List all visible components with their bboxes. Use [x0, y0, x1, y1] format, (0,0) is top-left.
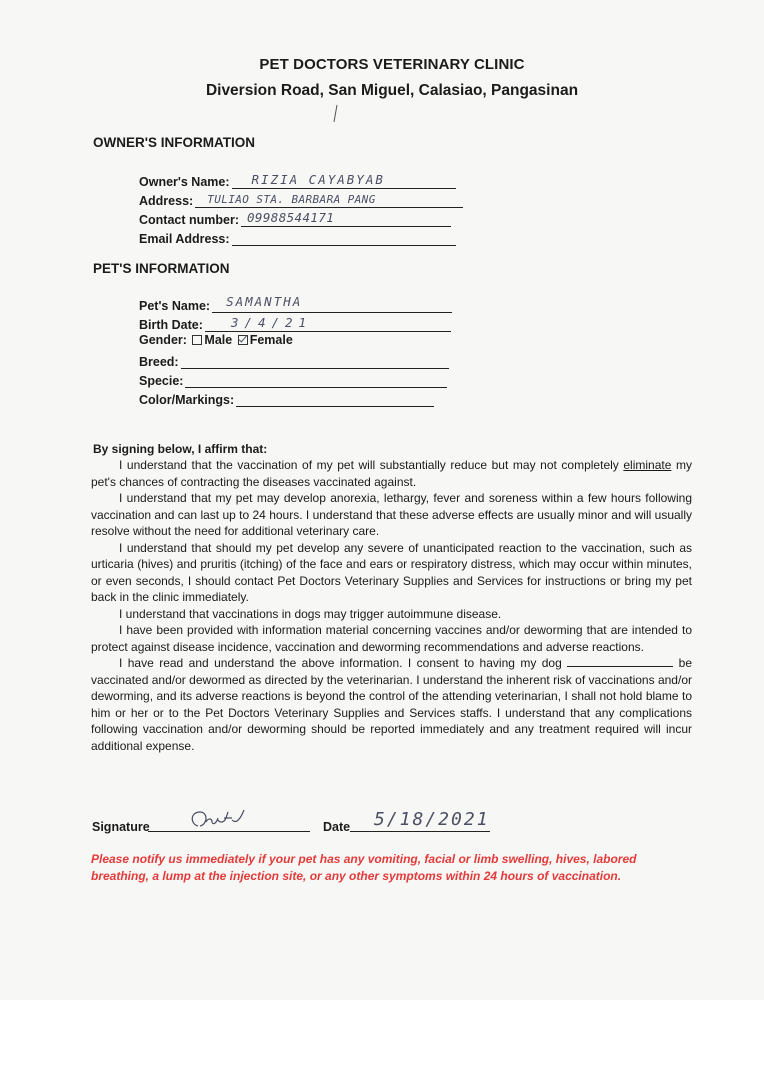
color-markings-field[interactable] — [139, 390, 434, 408]
agreement-paragraph — [91, 457, 692, 490]
gender-male-checkbox[interactable] — [192, 335, 202, 345]
gender-field — [139, 333, 293, 351]
pet-section-title: PET'S INFORMATION — [93, 261, 230, 276]
color-markings-label: Color/Markings: — [139, 393, 235, 407]
contact-number-value: 09988544171 — [247, 210, 335, 225]
contact-number-field[interactable] — [139, 210, 451, 228]
agreement-text-segment: my pet's chances of contracting the diseases vaccinated against. — [91, 458, 692, 489]
signature-label: Signature — [92, 820, 150, 834]
dog-name-blank[interactable] — [567, 655, 673, 667]
owner-name-field[interactable] — [139, 172, 456, 190]
email-field[interactable] — [139, 229, 456, 247]
pet-name-value: SAMANTHA — [226, 294, 303, 309]
email-label: Email Address: — [139, 232, 230, 246]
owner-address-value: TULIAO STA. BARBARA PANG — [207, 193, 376, 206]
gender-label: Gender: — [139, 333, 187, 347]
gender-female-checkbox[interactable] — [238, 335, 248, 345]
agreement-underlined-word: eliminate — [623, 458, 672, 472]
gender-male-label: Male — [204, 333, 233, 347]
agreement-text-segment: I have read and understand the above information. I consent to having my dog — [119, 656, 568, 670]
agreement-paragraph: I have been provided with information material concerning vaccines and/or deworming that are intended to protect against disease incidence, vaccination and deworming recommendations and adverse reactions. — [91, 623, 692, 654]
breed-label: Breed: — [139, 355, 179, 369]
owner-address-field[interactable] — [139, 191, 463, 209]
gender-female-label: Female — [249, 333, 293, 347]
signature-row — [92, 806, 512, 834]
owner-name-value: RIZIA CAYABYAB — [251, 172, 385, 187]
birth-date-value: 3/4/21 — [230, 315, 313, 330]
date-label: Date — [323, 820, 351, 834]
agreement-paragraph: I understand that my pet may develop anorexia, lethargy, fever and soreness within a few hours following vaccination and can last up to 24 hours. I understand that these adverse effects are usually minor and will usually resolve without the need for additional veterinary care. — [91, 491, 692, 538]
specie-label: Specie: — [139, 374, 184, 388]
pen-stroke-mark — [331, 104, 341, 124]
clinic-name: PET DOCTORS VETERINARY CLINIC — [259, 56, 525, 73]
agreement-paragraph: I understand that vaccinations in dogs may trigger autoimmune disease. — [119, 606, 502, 621]
affirm-heading: By signing below, I affirm that: — [93, 442, 268, 456]
clinic-address: Diversion Road, San Miguel, Calasiao, Pangasinan — [205, 82, 579, 99]
handwritten-signature — [188, 806, 268, 832]
pet-name-label: Pet's Name: — [139, 299, 211, 313]
owner-name-label: Owner's Name: — [139, 175, 230, 189]
date-value: 5/18/2021 — [374, 809, 490, 830]
agreement-text-segment: I understand that the vaccination of my pet will substantially reduce but may not completely — [119, 458, 624, 472]
contact-number-label: Contact number: — [139, 213, 239, 227]
agreement-text-segment: be vaccinated and/or dewormed as directed by the veterinarian. I understand the inherent risk of vaccinations and/or deworming, and its adverse reactions is beyond the control of the attending veterinarian, I shall not hold blame to him or her or to the Pet Doctors Veterinary Supplies and Services staffs. I understand that any complications following vaccination and/or deworming should be reported immediately and any treatment required will incur additional expense. — [91, 656, 692, 753]
owner-section-title: OWNER'S INFORMATION — [93, 135, 255, 150]
pet-name-field[interactable] — [139, 296, 452, 314]
birth-date-label: Birth Date: — [139, 318, 203, 332]
notice-text: Please notify us immediately if your pet has any vomiting, facial or limb swelling, hives, labored breathing, a lump at the injection site, or any other symptoms within 24 hours of vaccination. — [91, 852, 637, 883]
specie-field[interactable] — [139, 371, 447, 389]
owner-address-label: Address: — [139, 194, 194, 208]
date-line[interactable] — [350, 831, 490, 832]
agreement-paragraph: I understand that should my pet develop any severe of unanticipated reaction to the vaccination, such as urticaria (hives) and pruritis (itching) of the face and ears or respiratory distress, which may occur within minutes, or even seconds, I should contact Pet Doctors Veterinary Supplies and Services for instructions or bring my pet back in the clinic immediately. — [91, 540, 692, 604]
agreement-text — [91, 457, 692, 754]
birth-date-field[interactable] — [139, 315, 451, 333]
scan-margin — [0, 1000, 764, 1080]
agreement-paragraph — [91, 655, 692, 754]
breed-field[interactable] — [139, 352, 449, 370]
